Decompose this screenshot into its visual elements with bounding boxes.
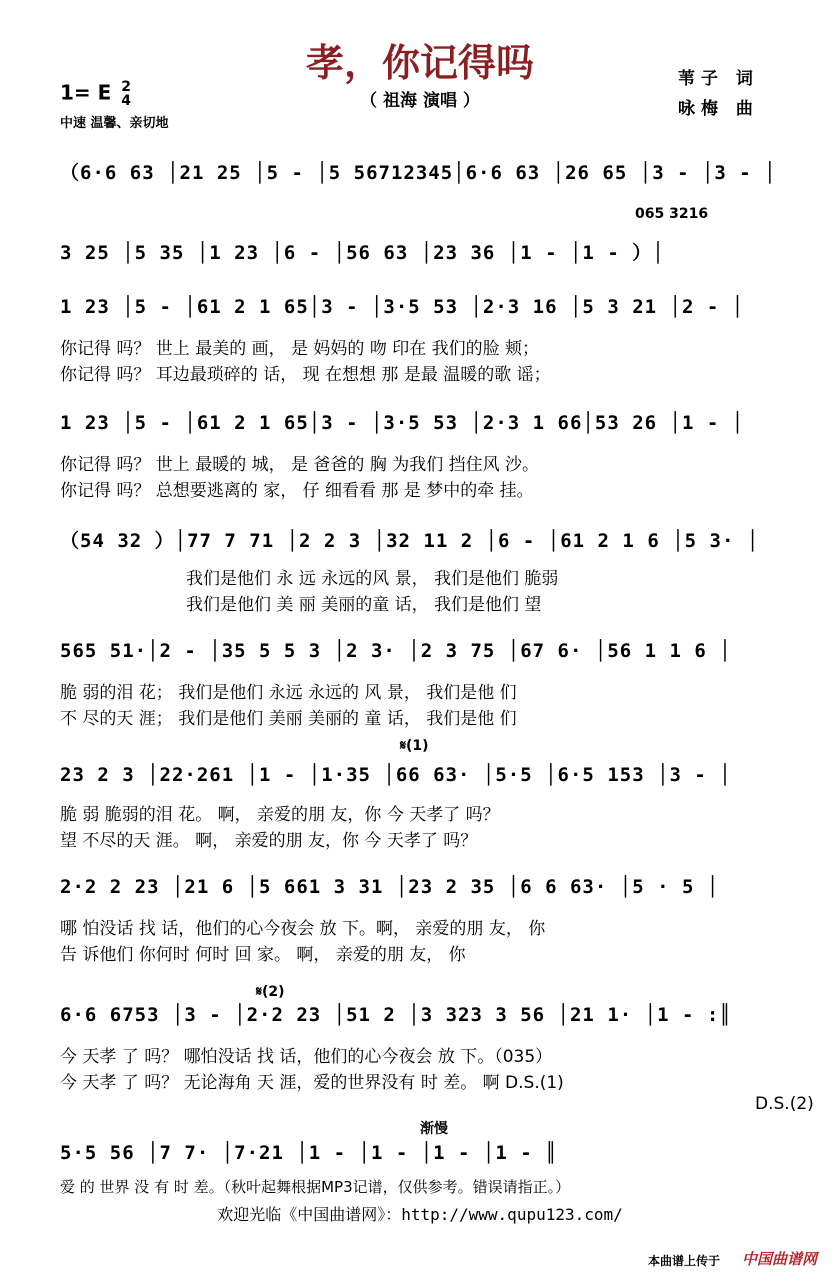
key-label: 1= E (60, 80, 112, 105)
lyric-row-9-verse-2: 今 天孝 了 吗？ 无论海角 天 涯，爱的世界没有 时 差。 啊 D.S.(1) (60, 1073, 564, 1093)
lyric-row-4-verse-2: 你记得 吗？ 总想要逃离的 家， 仔 细看看 那 是 梦中的牵 挂。 (60, 481, 534, 501)
lyric-row-7-verse-2: 望 不尽的天 涯。 啊， 亲爱的朋 友，你 今 天孝了 吗？ (60, 831, 478, 851)
lyric-row-8-verse-2: 告 诉他们 你何时 何时 回 家。 啊， 亲爱的朋 友， 你 (60, 945, 466, 965)
lyric-row-4-verse-1: 你记得 吗？ 世上 最暖的 城， 是 爸爸的 胸 为我们 挡住风 沙。 (60, 455, 540, 475)
music-row-4: 1 23 │5 - │61 2 1 65│3 - │3·5 53 │2·3 1 66│53 26 │1 - │ (60, 412, 745, 434)
music-row-5: （54 32 ）│77 7 71 │2 2 3 │32 11 2 │6 - │61 2 1 6 │5 3· │ (60, 530, 760, 552)
site-logo: 中国曲谱网 (742, 1250, 818, 1268)
lyric-row-8-verse-1: 哪 怕没话 找 话，他们的心今夜会 放 下。啊， 亲爱的朋 友， 你 (60, 919, 546, 939)
music-row-1: （6·6 63 │21 25 │5 - │5 56712345│6·6 63 │26 65 │3 - │3 - │ (60, 162, 777, 184)
lyric-row-5-verse-2: 我们是他们 美 丽 美丽的童 话， 我们是他们 望 (186, 595, 542, 615)
music-row-7: 23 2 3 │22·261 │1 - │1·35 │66 63· │5·5 │6·5 153 │3 - │ (60, 764, 732, 786)
music-row-9: 6·6 6753 │3 - │2·2 23 │51 2 │3 323 3 56 │21 1· │1 - :║ (60, 1004, 732, 1026)
lyric-row-9-verse-1: 今 天孝 了 吗？ 哪怕没话 找 话，他们的心今夜会 放 下。（035） (60, 1047, 553, 1067)
song-title: 孝，你记得吗 (305, 41, 534, 85)
music-row-2: 3 25 │5 35 │1 23 │6 - │56 63 │23 36 │1 - │1 - ）│ (60, 242, 665, 264)
footer-website: 欢迎光临《中国曲谱网》：http://www.qupu123.com/ (217, 1205, 623, 1224)
key-signature (60, 80, 131, 108)
time-bottom: 4 (121, 93, 132, 109)
segno-1: 𝄋(1) (400, 738, 429, 754)
lyric-row-6-verse-2: 不 尽的天 涯； 我们是他们 美丽 美丽的 童 话， 我们是他 们 (60, 709, 517, 729)
tempo-marking: 中速 温馨、亲切地 (60, 116, 169, 131)
composer-credit: 咏梅 曲 (678, 99, 759, 119)
ds-2-marking: D.S.(2) (755, 1094, 814, 1114)
lyricist-credit: 苇子 词 (678, 69, 759, 89)
lyric-row-3-verse-2: 你记得 吗？ 耳边最琐碎的 话， 现 在想想 那 是最 温暖的歌 谣； (60, 365, 551, 385)
lyric-row-5-verse-1: 我们是他们 永 远 永远的风 景， 我们是他们 脆弱 (186, 569, 559, 589)
lyric-row-6-verse-1: 脆 弱的泪 花； 我们是他们 永远 永远的 风 景， 我们是他 们 (60, 683, 517, 703)
music-row-8: 2·2 2 23 │21 6 │5 661 3 31 │23 2 35 │6 6 63· │5 · 5 │ (60, 876, 720, 898)
music-row-6: 565 51·│2 - │35 5 5 3 │2 3· │2 3 75 │67 6· │56 1 1 6 │ (60, 640, 732, 662)
uploader-note: 本曲谱上传于 (648, 1254, 721, 1268)
music-row-3: 1 23 │5 - │61 2 1 65│3 - │3·5 53 │2·3 16 │5 3 21 │2 - │ (60, 296, 745, 318)
tempo-change: 渐慢 (420, 1121, 448, 1137)
lyric-row-7-verse-1: 脆 弱 脆弱的泪 花。 啊， 亲爱的朋 友，你 今 天孝了 吗？ (60, 805, 500, 825)
lyric-row-3-verse-1: 你记得 吗？ 世上 最美的 画， 是 妈妈的 吻 印在 我们的脸 颊； (60, 339, 540, 359)
time-top: 2 (121, 79, 132, 95)
segno-2: 𝄋(2) (256, 984, 285, 1000)
lyric-row-10: 爱 的 世界 没 有 时 差。（秋叶起舞根据MP3记谱，仅供参考。错误请指正。） (60, 1178, 571, 1196)
music-row-10: 5·5 56 │7 7· │7·21 │1 - │1 - │1 - │1 - ║ (60, 1142, 558, 1164)
upper-note-row-2: 065 3216 (635, 206, 709, 222)
singer-line: （ 祖海 演唱 ） (360, 91, 480, 111)
time-signature (121, 80, 131, 108)
